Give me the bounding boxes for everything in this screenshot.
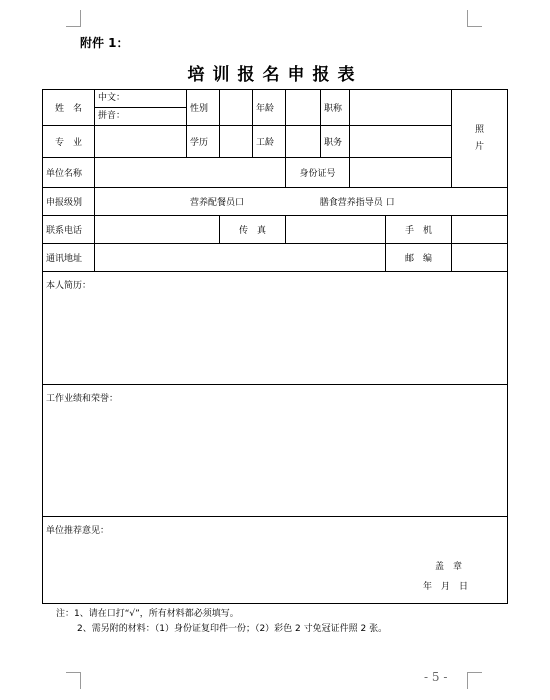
photo-box[interactable]: [452, 90, 508, 188]
photo-label-2: 片: [474, 141, 484, 152]
note-line-2: 2、需另附的材料：（1）身份证复印件一份；（2）彩色 2 寸免冠证件照 2 张。: [77, 624, 388, 634]
education-field[interactable]: [220, 126, 253, 158]
level-option-1[interactable]: 营养配餐员口: [190, 198, 245, 208]
major-label: 专 业: [43, 126, 95, 158]
recommendation-box[interactable]: [43, 517, 508, 604]
address-label: 通讯地址: [43, 244, 95, 272]
fax-field[interactable]: [286, 216, 386, 244]
name-cell[interactable]: [95, 90, 187, 126]
crop-mark-bottom-left: [66, 672, 81, 689]
attachment-label: 附件 1：: [80, 36, 129, 50]
phone-label: 联系电话: [43, 216, 95, 244]
date-label: 年 月 日: [423, 582, 469, 592]
resume-box[interactable]: [43, 272, 508, 385]
gender-field[interactable]: [220, 90, 253, 126]
age-field[interactable]: [286, 90, 321, 126]
position-field[interactable]: [350, 126, 452, 158]
resume-label: 本人简历：: [46, 281, 92, 291]
name-label: 姓 名: [43, 90, 95, 126]
mobile-label: 手 机: [386, 216, 452, 244]
title-label: 职称: [321, 90, 350, 126]
mobile-field[interactable]: [452, 216, 508, 244]
achievements-label: 工作业绩和荣誉：: [46, 394, 119, 404]
pinyin-name-label: 拼音：: [95, 107, 186, 125]
stamp-label: 盖 章: [435, 562, 463, 572]
position-label: 职务: [321, 126, 350, 158]
fax-label: 传 真: [220, 216, 286, 244]
note-line-1: 注：1、请在口打“√”，所有材料都必须填写。: [56, 609, 239, 619]
level-label: 申报级别: [43, 188, 95, 216]
chinese-name-label: 中文：: [98, 93, 126, 103]
age-label: 年龄: [253, 90, 286, 126]
crop-mark-top-left: [66, 10, 81, 27]
registration-form: [42, 89, 508, 604]
recommend-label: 单位推荐意见：: [46, 526, 110, 536]
work-years-field[interactable]: [286, 126, 321, 158]
crop-mark-top-right: [467, 10, 482, 27]
gender-label: 性别: [187, 90, 220, 126]
postcode-label: 邮 编: [386, 244, 452, 272]
work-years-label: 工龄: [253, 126, 286, 158]
level-option-2[interactable]: 膳食营养指导员 口: [319, 198, 395, 208]
crop-mark-bottom-right: [467, 672, 482, 689]
achievements-box[interactable]: [43, 385, 508, 517]
id-number-label: 身份证号: [286, 158, 350, 188]
photo-label-1: 照: [474, 124, 484, 135]
unit-name-label: 单位名称: [43, 158, 95, 188]
major-field[interactable]: [95, 126, 187, 158]
postcode-field[interactable]: [452, 244, 508, 272]
phone-field[interactable]: [95, 216, 220, 244]
page-number: - 5 -: [424, 670, 448, 684]
title-field[interactable]: [350, 90, 452, 126]
form-notes: [56, 607, 387, 637]
form-title: 培训报名申报表: [187, 65, 363, 85]
address-field[interactable]: [95, 244, 386, 272]
unit-name-field[interactable]: [95, 158, 286, 188]
level-options[interactable]: [95, 188, 508, 216]
education-label: 学历: [187, 126, 220, 158]
id-number-field[interactable]: [350, 158, 452, 188]
